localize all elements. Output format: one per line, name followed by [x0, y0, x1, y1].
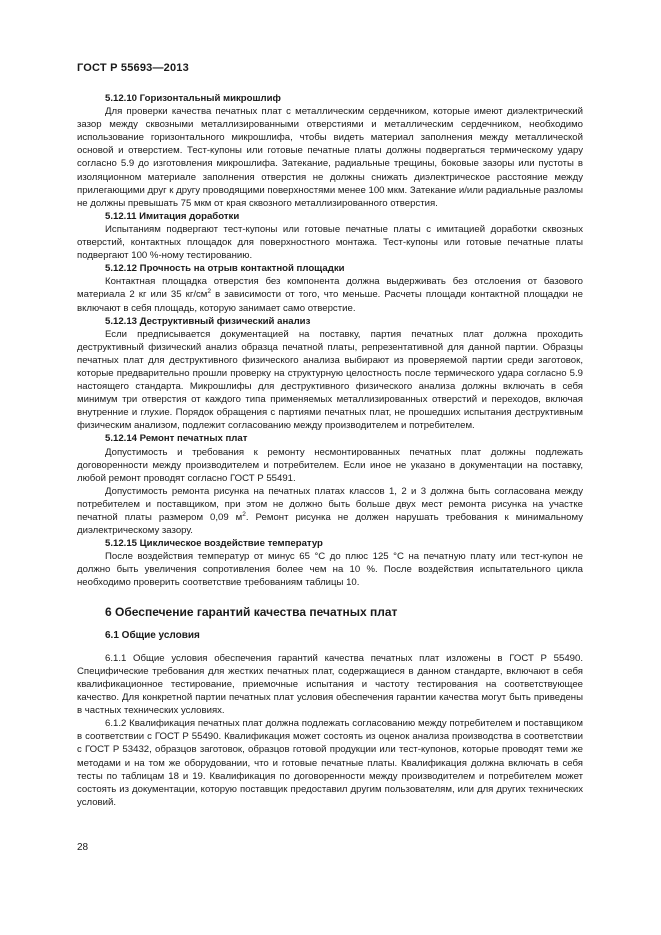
paragraph-5-12-10: Для проверки качества печатных плат с металлическим сердечником, которые имеют диэлектрический зазор между сквозными металлизированными отверстиями и металлическим сердечником, необходимо использование горизонтального микрошлифа, чтобы видеть материал заполнения между металлической основой и отверстием. Тест-купоны или готовые печатные платы должны подвергаться термическому удару согласно 5.9 до изготовления микрошлифа. Затекание, радиальные трещины, боковые зазоры или пустоты в изоляционном материале заполнения отверстия не должны снижать диэлектрическое расстояние между прилегающими друг к другу проводящими поверхностями менее 100 мкм. Затекание и/или радиальные разломы не должны превышать 75 мкм от края сквозного металлизированного отверстия. [77, 106, 583, 209]
paragraph-6-1-2: 6.1.2 Квалификация печатных плат должна подлежать согласованию между потребителем и поставщиком в соответствии с ГОСТ Р 55490. Квалификация может состоять из оценок анализа производства в соответствии с ГОСТ Р 53432, образцов заготовок, образцов готовой продукции или тест-купонов, которые проводят теми же методами и на том же оборудовании, что и готовые печатные платы. Квалификация должна включать в себя тесты по таблицам 18 и 19. Квалификация по договоренности между производителем и потребителем может состоять из документации, которую поставщик предоставил другим пользователям, или для других технических условий. [77, 718, 583, 808]
paragraph-5-12-12 [77, 275, 583, 314]
paragraph-5-12-14-2-part-a: Допустимость ремонта рисунка на печатных платах классов 1, 2 и 3 должна быть согласована между потребителем и поставщиком, при этом не должно быть больше двух мест ремонта рисунка на участке печатной платы размером 0,09 м [77, 485, 583, 523]
paragraph-6-1-1: 6.1.1 Общие условия обеспечения гарантий качества печатных плат изложены в ГОСТ Р 55490. Специфические требования для жестких печатных плат, содержащиеся в данном стандарте, включают в себя квалификационное тестирование, приемочные испытания и частоту тестирования на соответствующее качество. Для конкретной партии печатных плат условия обеспечения гарантии качества могут быть приведены в частных технических условиях. [77, 652, 583, 717]
paragraph-5-12-15: После воздействия температур от минус 65 °С до плюс 125 °С на печатную плату или тест-купон не должно быть увеличения сопротивления более чем на 10 %. После воздействия испытательного цикла необходимо проверить соответствие требованиям таблицы 10. [77, 551, 583, 589]
superscript-2: 2 [207, 288, 212, 296]
document-header: ГОСТ Р 55693—2013 [77, 62, 189, 74]
heading-5-12-14: 5.12.14 Ремонт печатных плат [105, 433, 248, 445]
paragraph-5-12-14-2-part-b: . Ремонт рисунка не должен нарушать требования к минимальному диэлектрическому зазору. [77, 512, 583, 537]
heading-5-12-12: 5.12.12 Прочность на отрыв контактной площадки [105, 263, 345, 275]
heading-5-12-10: 5.12.10 Горизонтальный микрошлиф [105, 93, 281, 104]
paragraph-5-12-12-part-a: Контактная площадка отверстия без компонента должна выдерживать без отслоения от базового материала 2 кг или 35 кг/см [77, 276, 583, 301]
heading-5-12-11: 5.12.11 Имитация доработки [105, 210, 240, 222]
superscript-2: 2 [242, 510, 246, 518]
paragraph-5-12-11: Испытаниям подвергают тест-купоны или готовые печатные платы с имитацией доработки сквозных отверстий, контактных площадок для поверхностного монтажа. Тест-купоны или готовые печатные платы подвергают 100 %-ному тестированию. [77, 223, 583, 262]
page-number: 28 [77, 842, 89, 853]
document-body [77, 92, 583, 809]
paragraph-5-12-14-1: Допустимость и требования к ремонту несмонтированных печатных плат должны подлежать договоренности между производителем и потребителем. Если иное не указано в документации на поставку, любой ремонт проводят согласно ГОСТ Р 55491. [77, 446, 583, 484]
paragraph-5-12-12-part-b: в зависимости от того, что меньше. Расчеты площади контактной площадки не включают в себя площадь, которую занимает само отверстие. [77, 289, 583, 314]
heading-5-12-13: 5.12.13 Деструктивный физический анализ [105, 315, 311, 327]
section-6-title: 6 Обеспечение гарантий качества печатных плат [105, 604, 398, 619]
paragraph-5-12-13: Если предписывается документацией на поставку, партия печатных плат должна проходить деструктивный физический анализ образца печатной платы, репрезентативной для данной партии. Образцы печатных плат для деструктивного физического анализа выбирают из проверяемой партии среди заготовок, которые предварительно прошли проверку на структурную целостность после термического удара согласно 5.9 настоящего стандарта. Микрошлифы для деструктивного физического анализа должны включать в себя минимум три отверстия от каждого типа применяемых металлизированных отверстий и переходов, включая внутренние и глухие. Порядок обращения с партиями печатных плат, не прошедших испытания деструктивным физическим анализом, подлежит согласованию между производителем и потребителем. [77, 328, 583, 432]
section-6-1-title: 6.1 Общие условия [105, 629, 200, 641]
paragraph-5-12-14-2 [77, 485, 583, 537]
heading-5-12-15: 5.12.15 Циклическое воздействие температур [105, 538, 323, 550]
